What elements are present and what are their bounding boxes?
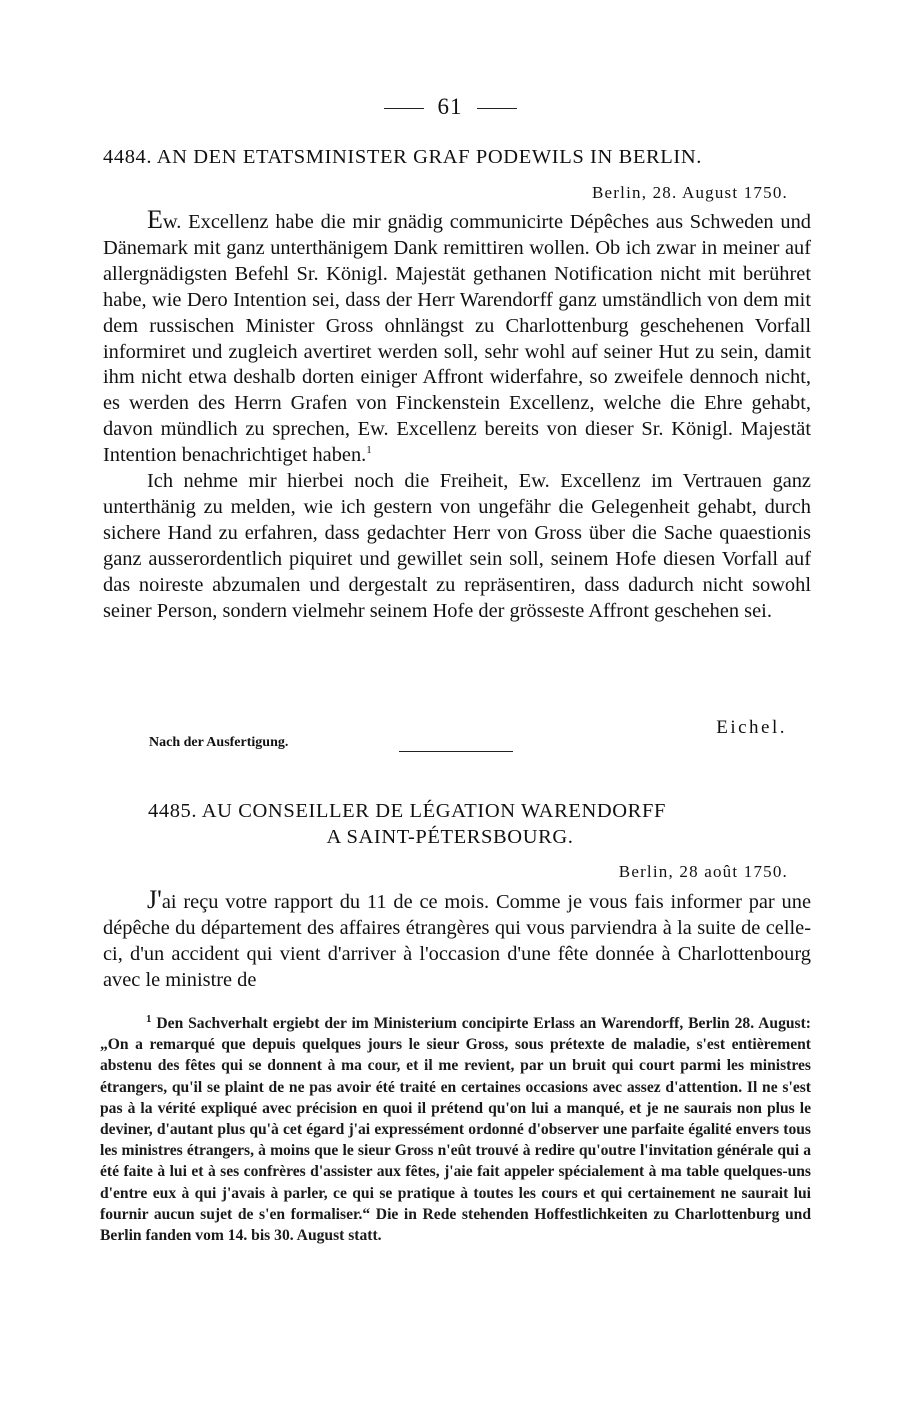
letter-heading: 4484. AN DEN ETATSMINISTER GRAF PODEWILS IN BERLIN. (103, 146, 702, 168)
footnote-text: Den Sachverhalt ergiebt der im Ministerium concipirte Erlass an Warendorff, Berlin 28. August: „On a remarqué que depuis quelques jours le sieur Gross, sous prétexte de maladie, s'est entièrement abstenu des fêtes qui se donnent à ma cour, et il me revient, par un bruit qui court parmi les ministres étrangers, qu'il se plaint de ne pas avoir été traité en certaines occasions avec assez d'attention. Il ne s'est pas à la vérité expliqué avec précision en quoi il prétend qu'on lui a manqué, et je ne saurais non plus le deviner, d'autant plus qu'à cet égard j'ai expressément ordonné d'observer une parfaite égalité envers tous les ministres étrangers, à moins que le sieur Gross n'eût trouvé à redire qu'outre l'invitation générale qui a été faite à lui et à ses confrères d'assister aux fêtes, j'aie fait appeler spécialement à ma table quelques-uns d'entre eux à qui j'avais à parler, ce qui se pratique à toutes les cours et qui certainement ne saurait lui fournir aucun sujet de s'en formaliser.“ Die in Rede stehenden Hoffestlichkeiten zu Charlottenburg und Berlin fanden vom 14. bis 30. August statt. (100, 1015, 811, 1245)
letter-heading-line2: A SAINT-PÉTERSBOURG. (326, 826, 574, 848)
page-number-dash-right (477, 108, 517, 109)
footnote-marker: 1 (366, 444, 372, 457)
letter-paragraph: J'ai reçu votre rapport du 11 de ce mois. Comme je vous fais informer par une dépêche du département des affaires étrangères qui vous parviendra à la suite de celle-ci, d'un accident qui vient d'arriver à l'occasion d'une fête donnée à Charlottenbourg avec le ministre de (103, 885, 811, 991)
letter-heading: 4485. AU CONSEILLER DE LÉGATION WARENDORFF (148, 800, 666, 822)
page-number: 61 (437, 94, 463, 119)
source-note: Nach der Ausfertigung. (149, 735, 289, 750)
footnote-marker: 1 (146, 1012, 152, 1025)
letter-paragraph (103, 207, 811, 469)
footnote (100, 1013, 811, 1246)
letter-body (103, 887, 811, 994)
paragraph-text: Ew. Excellenz habe die mir gnädig communicirte Dépêches aus Schweden und Dänemark mit ganz unterthänigem Dank remittiren wollen. Ob ich zwar in meiner auf allergnädigsten Befehl Sr. Königl. Majestät gethanen Notification nicht mit berühret habe, wie Dero Intention sei, dass der Herr Warendorff ganz umständlich von dem mit dem russischen Minister Gross ohnlängst zu Charlottenburg geschehenen Vorfall informiret und zugleich avertiret werden soll, sehr wohl auf seiner Hut zu sein, damit ihm nicht etwa deshalb dorten einiger Affront widerfahre, so zweifele dennoch nicht, es werden des Herrn Grafen von Finckenstein Excellenz, welche die Ehre gehabt, davon mündlich zu sprechen, Ew. Excellenz bereits von dieser Sr. Königl. Majestät Intention benachrichtiget haben. (103, 205, 811, 467)
letter-paragraph: Ich nehme mir hierbei noch die Freiheit, Ew. Excellenz im Vertrauen ganz unterthänig zu melden, wie ich gestern von ungefähr die Gelegenheit gehabt, durch sichere Hand zu erfahren, dass gedachter Herr von Gross über die Sache quaestionis ganz ausserordentlich piquiret und gewillet sein soll, seinem Hofe diesen Vorfall auf das noireste abzumalen und dergestalt zu repräsentiren, dass dadurch nicht sowohl seiner Person, sondern vielmehr seinem Hofe der grösseste Affront geschehen sei. (103, 470, 811, 622)
letter-body (103, 207, 811, 625)
letter-dateline: Berlin, 28. August 1750. (592, 183, 788, 202)
page-number-dash-left (384, 108, 424, 109)
page-number-line (0, 94, 900, 120)
section-divider (399, 751, 513, 752)
signature: Eichel. (716, 717, 787, 738)
letter-dateline: Berlin, 28 août 1750. (618, 862, 788, 881)
